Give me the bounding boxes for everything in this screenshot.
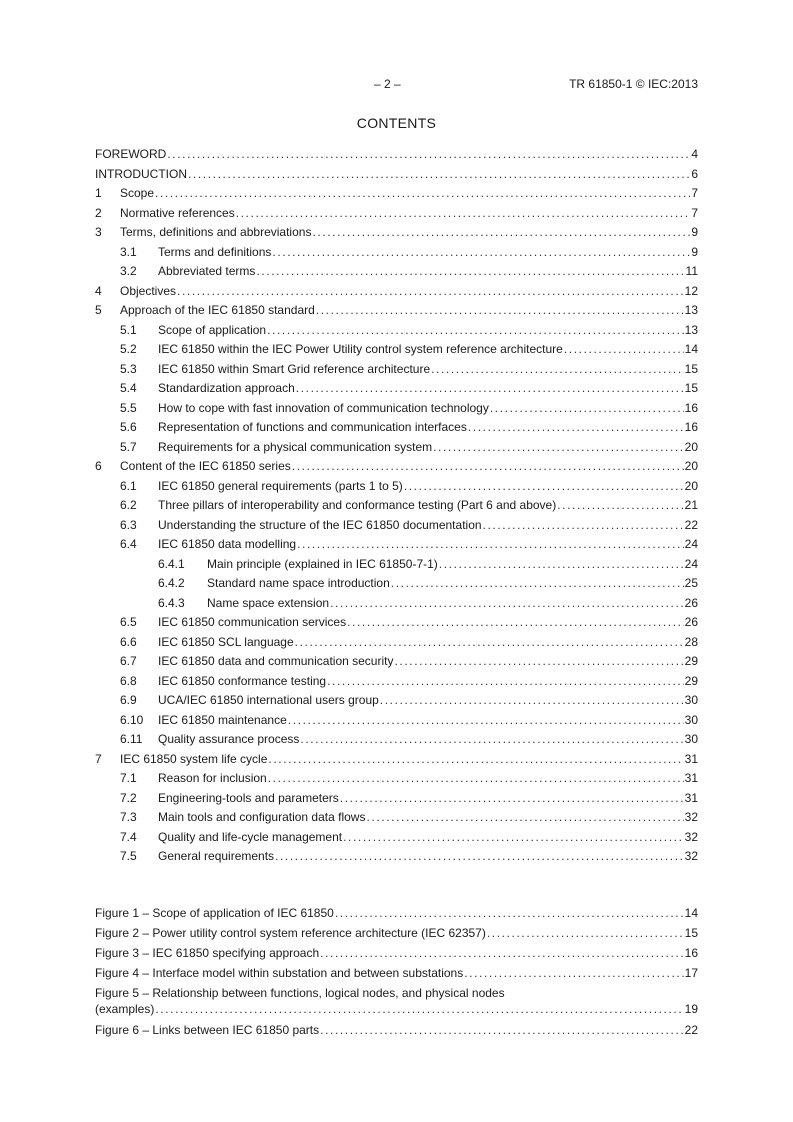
figure-entry-page: 16 <box>684 946 698 960</box>
dot-leader <box>188 166 690 182</box>
toc-entry-page: 24 <box>684 537 698 551</box>
toc-entry-page: 20 <box>684 478 698 493</box>
page-header <box>0 77 793 93</box>
toc-entry-number: 7.4 <box>120 829 137 844</box>
contents-heading: CONTENTS <box>356 115 437 131</box>
toc-entry-number: 5.1 <box>120 322 137 337</box>
toc-entry-title: IEC 61850 maintenance <box>158 712 287 727</box>
toc-entry-page: 30 <box>684 712 698 727</box>
toc-entry-number: 6.4 <box>120 537 137 551</box>
toc-entry-number: 6.4.3 <box>158 595 185 610</box>
toc-entry-page: 4 <box>691 147 698 161</box>
toc-entry-page: 13 <box>684 303 698 317</box>
figure-entry-page: 22 <box>684 1023 698 1037</box>
toc-entry[interactable] <box>95 497 698 517</box>
toc-entry-title: IEC 61850 data and communication security <box>158 654 394 668</box>
dot-leader <box>433 439 684 455</box>
dot-leader <box>327 673 684 689</box>
dot-leader <box>312 224 690 240</box>
toc-entry-number: 5 <box>95 303 102 317</box>
toc-entry-title: Objectives <box>120 283 177 298</box>
toc-entry-title: Main tools and configuration data flows <box>158 810 366 824</box>
toc-entry[interactable] <box>95 478 698 498</box>
toc-entry-title: Scope <box>120 186 155 200</box>
toc-entry-page: 15 <box>684 381 698 395</box>
toc-entry-title: Standardization approach <box>158 381 295 395</box>
figure-entry-page: 17 <box>684 966 698 980</box>
toc-entry-page: 26 <box>684 595 698 610</box>
toc-entry[interactable] <box>95 595 698 615</box>
toc-entry[interactable] <box>95 712 698 732</box>
toc-entry-title: Standard name space introduction <box>207 576 390 590</box>
toc-entry-title: IEC 61850 system life cycle <box>120 751 268 766</box>
figure-entry-title: Figure 3 – IEC 61850 specifying approach <box>95 946 320 960</box>
toc-entry[interactable] <box>95 790 698 810</box>
toc-entry-title: IEC 61850 conformance testing <box>158 673 327 688</box>
toc-entry[interactable] <box>95 439 698 459</box>
dot-leader <box>320 1022 684 1038</box>
toc-entry-number: 6.4.2 <box>158 576 185 590</box>
toc-entry-number: 6.5 <box>120 615 137 629</box>
toc-entry-number: 6.6 <box>120 634 137 649</box>
toc-entry-page: 16 <box>684 420 698 434</box>
toc-entry-title: Abbreviated terms <box>158 264 256 278</box>
toc-entry-title: Name space extension <box>207 595 330 610</box>
dot-leader <box>268 751 683 767</box>
dot-leader <box>431 361 684 377</box>
dot-leader <box>340 790 684 806</box>
dot-leader <box>316 302 684 318</box>
toc-entry[interactable] <box>95 185 698 205</box>
toc-entry-number: 7.5 <box>120 849 137 863</box>
figure-entry-continuation <box>95 1001 698 1017</box>
toc-entry[interactable] <box>95 614 698 634</box>
figure-entry-title: Figure 6 – Links between IEC 61850 parts <box>95 1023 320 1037</box>
dot-leader <box>292 458 684 474</box>
toc-entry[interactable] <box>95 751 698 771</box>
toc-entry-page: 26 <box>684 615 698 629</box>
dot-leader <box>366 809 683 825</box>
dot-leader <box>464 965 683 981</box>
toc-entry[interactable] <box>95 829 698 849</box>
toc-entry-title: IEC 61850 data modelling <box>158 537 297 551</box>
dot-leader <box>335 905 684 921</box>
toc-entry[interactable] <box>95 341 698 361</box>
toc-entry-title: Terms, definitions and abbreviations <box>120 225 312 239</box>
dot-leader <box>296 380 684 396</box>
toc-entry[interactable] <box>95 244 698 264</box>
toc-entry-title: Reason for inclusion <box>158 771 267 785</box>
toc-entry-number: 5.6 <box>120 420 137 434</box>
toc-entry-title: INTRODUCTION <box>95 166 187 181</box>
toc-entry-page: 31 <box>684 751 698 766</box>
dot-leader <box>267 322 684 338</box>
page-number: – 2 – <box>374 77 401 91</box>
toc-entry[interactable] <box>95 380 698 400</box>
toc-entry[interactable] <box>95 809 698 829</box>
dot-leader <box>177 283 684 299</box>
toc-entry-title: General requirements <box>158 849 275 863</box>
dot-leader <box>300 731 683 747</box>
toc-entry-title: IEC 61850 within the IEC Power Utility control system reference architecture <box>158 342 563 356</box>
figure-entry[interactable] <box>95 925 698 945</box>
toc-entry-title: Scope of application <box>158 322 267 337</box>
toc-entry-title: Requirements for a physical communication system <box>158 439 433 454</box>
toc-entry-page: 22 <box>684 517 698 532</box>
dot-leader <box>268 770 684 786</box>
toc-entry-number: 6.1 <box>120 478 137 493</box>
dot-leader <box>404 478 684 494</box>
toc-entry-number: 6.3 <box>120 517 137 532</box>
toc-entry[interactable] <box>95 322 698 342</box>
figure-entry[interactable] <box>95 985 698 1017</box>
figure-entry[interactable] <box>95 945 698 965</box>
toc-entry-number: 6.4.1 <box>158 556 185 571</box>
figure-entry-title-cont: (examples) <box>95 1002 155 1016</box>
toc-entry-number: 6.11 <box>120 732 143 746</box>
toc-entry-number: 5.3 <box>120 361 137 376</box>
toc-entry[interactable] <box>95 673 698 693</box>
toc-entry[interactable] <box>95 536 698 556</box>
toc-entry-number: 7 <box>95 751 102 766</box>
toc-entry-page: 15 <box>684 361 698 376</box>
toc-entry-page: 32 <box>684 810 698 824</box>
toc-entry-number: 1 <box>95 186 102 200</box>
toc-entry-page: 9 <box>691 244 698 259</box>
toc-entry-title: IEC 61850 general requirements (parts 1 to 5) <box>158 478 403 493</box>
toc-entry[interactable] <box>95 361 698 381</box>
toc-entry-number: 3.2 <box>120 264 137 278</box>
dot-leader <box>330 595 684 611</box>
toc-entry-page: 24 <box>684 556 698 571</box>
toc-entry[interactable] <box>95 458 698 478</box>
toc-entry-number: 6.8 <box>120 673 137 688</box>
toc-entry-title: Quality and life-cycle management <box>158 829 343 844</box>
toc-entry-page: 32 <box>684 829 698 844</box>
dot-leader <box>155 185 690 201</box>
toc-entry[interactable] <box>95 263 698 283</box>
dot-leader <box>297 536 684 552</box>
dot-leader <box>380 692 684 708</box>
dot-leader <box>564 341 684 357</box>
toc-entry[interactable] <box>95 166 698 186</box>
dot-leader <box>347 614 684 630</box>
dot-leader <box>391 575 684 591</box>
dot-leader <box>487 925 684 941</box>
figure-entry-title: Figure 4 – Interface model within substation and between substations <box>95 966 464 980</box>
table-of-contents <box>95 146 698 868</box>
figure-entry-page: 14 <box>684 906 698 920</box>
toc-entry-number: 6.9 <box>120 693 137 707</box>
dot-leader <box>439 556 684 572</box>
dot-leader <box>275 848 684 864</box>
toc-entry-number: 6.10 <box>120 712 144 727</box>
toc-entry[interactable] <box>95 419 698 439</box>
toc-entry[interactable] <box>95 556 698 576</box>
dot-leader <box>155 1001 683 1017</box>
toc-entry-title: Three pillars of interoperability and conformance testing (Part 6 and above) <box>158 498 557 512</box>
dot-leader <box>320 945 684 961</box>
toc-entry[interactable] <box>95 653 698 673</box>
toc-entry[interactable] <box>95 731 698 751</box>
toc-entry-page: 32 <box>684 849 698 863</box>
toc-entry-page: 14 <box>684 342 698 356</box>
dot-leader <box>557 497 683 513</box>
toc-entry-page: 31 <box>684 790 698 805</box>
toc-entry-page: 11 <box>685 264 698 278</box>
toc-entry-page: 9 <box>691 225 698 239</box>
toc-entry-page: 31 <box>684 771 698 785</box>
toc-entry-number: 4 <box>95 283 102 298</box>
toc-entry[interactable] <box>95 848 698 868</box>
toc-entry-title: FOREWORD <box>95 147 167 161</box>
toc-entry-page: 29 <box>684 654 698 668</box>
toc-entry[interactable] <box>95 575 698 595</box>
figure-entry[interactable] <box>95 1022 698 1042</box>
toc-entry-page: 20 <box>684 439 698 454</box>
toc-entry-number: 5.4 <box>120 381 137 395</box>
dot-leader <box>272 244 690 260</box>
toc-entry-title: UCA/IEC 61850 international users group <box>158 693 379 707</box>
toc-entry[interactable] <box>95 224 698 244</box>
figure-entry-title: Figure 1 – Scope of application of IEC 61850 <box>95 906 334 920</box>
toc-entry-title: Approach of the IEC 61850 standard <box>120 303 315 317</box>
toc-entry-page: 21 <box>684 498 698 512</box>
toc-entry[interactable] <box>95 770 698 790</box>
toc-entry-title: IEC 61850 within Smart Grid reference architecture <box>158 361 431 376</box>
document-reference: TR 61850-1 © IEC:2013 <box>569 77 698 91</box>
dot-leader <box>256 263 684 279</box>
toc-entry[interactable] <box>95 205 698 225</box>
toc-entry-number: 6 <box>95 459 102 473</box>
toc-entry-number: 2 <box>95 205 102 220</box>
figure-entry[interactable] <box>95 905 698 925</box>
toc-entry-title: Understanding the structure of the IEC 61850 documentation <box>158 517 482 532</box>
dot-leader <box>490 400 684 416</box>
dot-leader <box>295 634 684 650</box>
toc-entry[interactable] <box>95 517 698 537</box>
toc-entry-page: 30 <box>684 732 698 746</box>
toc-entry-number: 3.1 <box>120 244 137 259</box>
toc-entry-title: Content of the IEC 61850 series <box>120 459 291 473</box>
toc-entry-page: 20 <box>684 459 698 473</box>
toc-entry-number: 5.2 <box>120 342 137 356</box>
toc-entry-number: 7.2 <box>120 790 137 805</box>
list-of-figures <box>95 905 698 1042</box>
toc-entry-title: Terms and definitions <box>158 244 272 259</box>
toc-entry-number: 7.1 <box>120 771 137 785</box>
dot-leader <box>236 205 691 221</box>
figure-entry-page: 19 <box>684 1002 698 1016</box>
toc-entry-number: 5.7 <box>120 439 137 454</box>
figure-entry-title: Figure 5 – Relationship between functions, logical nodes, and physical nodes <box>95 986 505 1000</box>
toc-entry-number: 7.3 <box>120 810 137 824</box>
toc-entry-title: IEC 61850 communication services <box>158 615 347 629</box>
toc-entry-title: How to cope with fast innovation of communication technology <box>158 400 489 415</box>
figure-entry-page: 15 <box>684 926 698 940</box>
toc-entry-title: Engineering-tools and parameters <box>158 790 339 805</box>
dot-leader <box>288 712 684 728</box>
dot-leader <box>483 517 684 533</box>
toc-entry-page: 6 <box>691 166 698 181</box>
toc-entry-page: 7 <box>691 205 698 220</box>
toc-entry[interactable] <box>95 302 698 322</box>
figure-entry-title: Figure 2 – Power utility control system reference architecture (IEC 62357) <box>95 926 486 940</box>
toc-entry-title: Main principle (explained in IEC 61850-7-1) <box>207 556 438 571</box>
toc-entry-number: 6.2 <box>120 498 137 512</box>
toc-entry[interactable] <box>95 634 698 654</box>
toc-entry-page: 7 <box>691 186 698 200</box>
dot-leader <box>394 653 683 669</box>
toc-entry-number: 6.7 <box>120 654 137 668</box>
dot-leader <box>343 829 684 845</box>
toc-entry-page: 30 <box>684 693 698 707</box>
toc-entry-title: Normative references <box>120 205 235 220</box>
toc-entry[interactable] <box>95 283 698 303</box>
toc-entry-title: IEC 61850 SCL language <box>158 634 294 649</box>
toc-entry-title: Quality assurance process <box>158 732 300 746</box>
dot-leader <box>167 146 690 162</box>
toc-entry-page: 16 <box>684 400 698 415</box>
toc-entry-page: 25 <box>684 576 698 590</box>
toc-entry[interactable] <box>95 400 698 420</box>
toc-entry-number: 5.5 <box>120 400 137 415</box>
toc-entry-title: Representation of functions and communication interfaces <box>158 420 467 434</box>
toc-entry-page: 28 <box>684 634 698 649</box>
toc-entry-page: 29 <box>684 673 698 688</box>
toc-entry-page: 13 <box>684 322 698 337</box>
dot-leader <box>468 419 684 435</box>
figure-entry[interactable] <box>95 965 698 985</box>
toc-entry[interactable] <box>95 146 698 166</box>
toc-entry-number: 3 <box>95 225 102 239</box>
toc-entry-page: 12 <box>684 283 698 298</box>
toc-entry[interactable] <box>95 692 698 712</box>
